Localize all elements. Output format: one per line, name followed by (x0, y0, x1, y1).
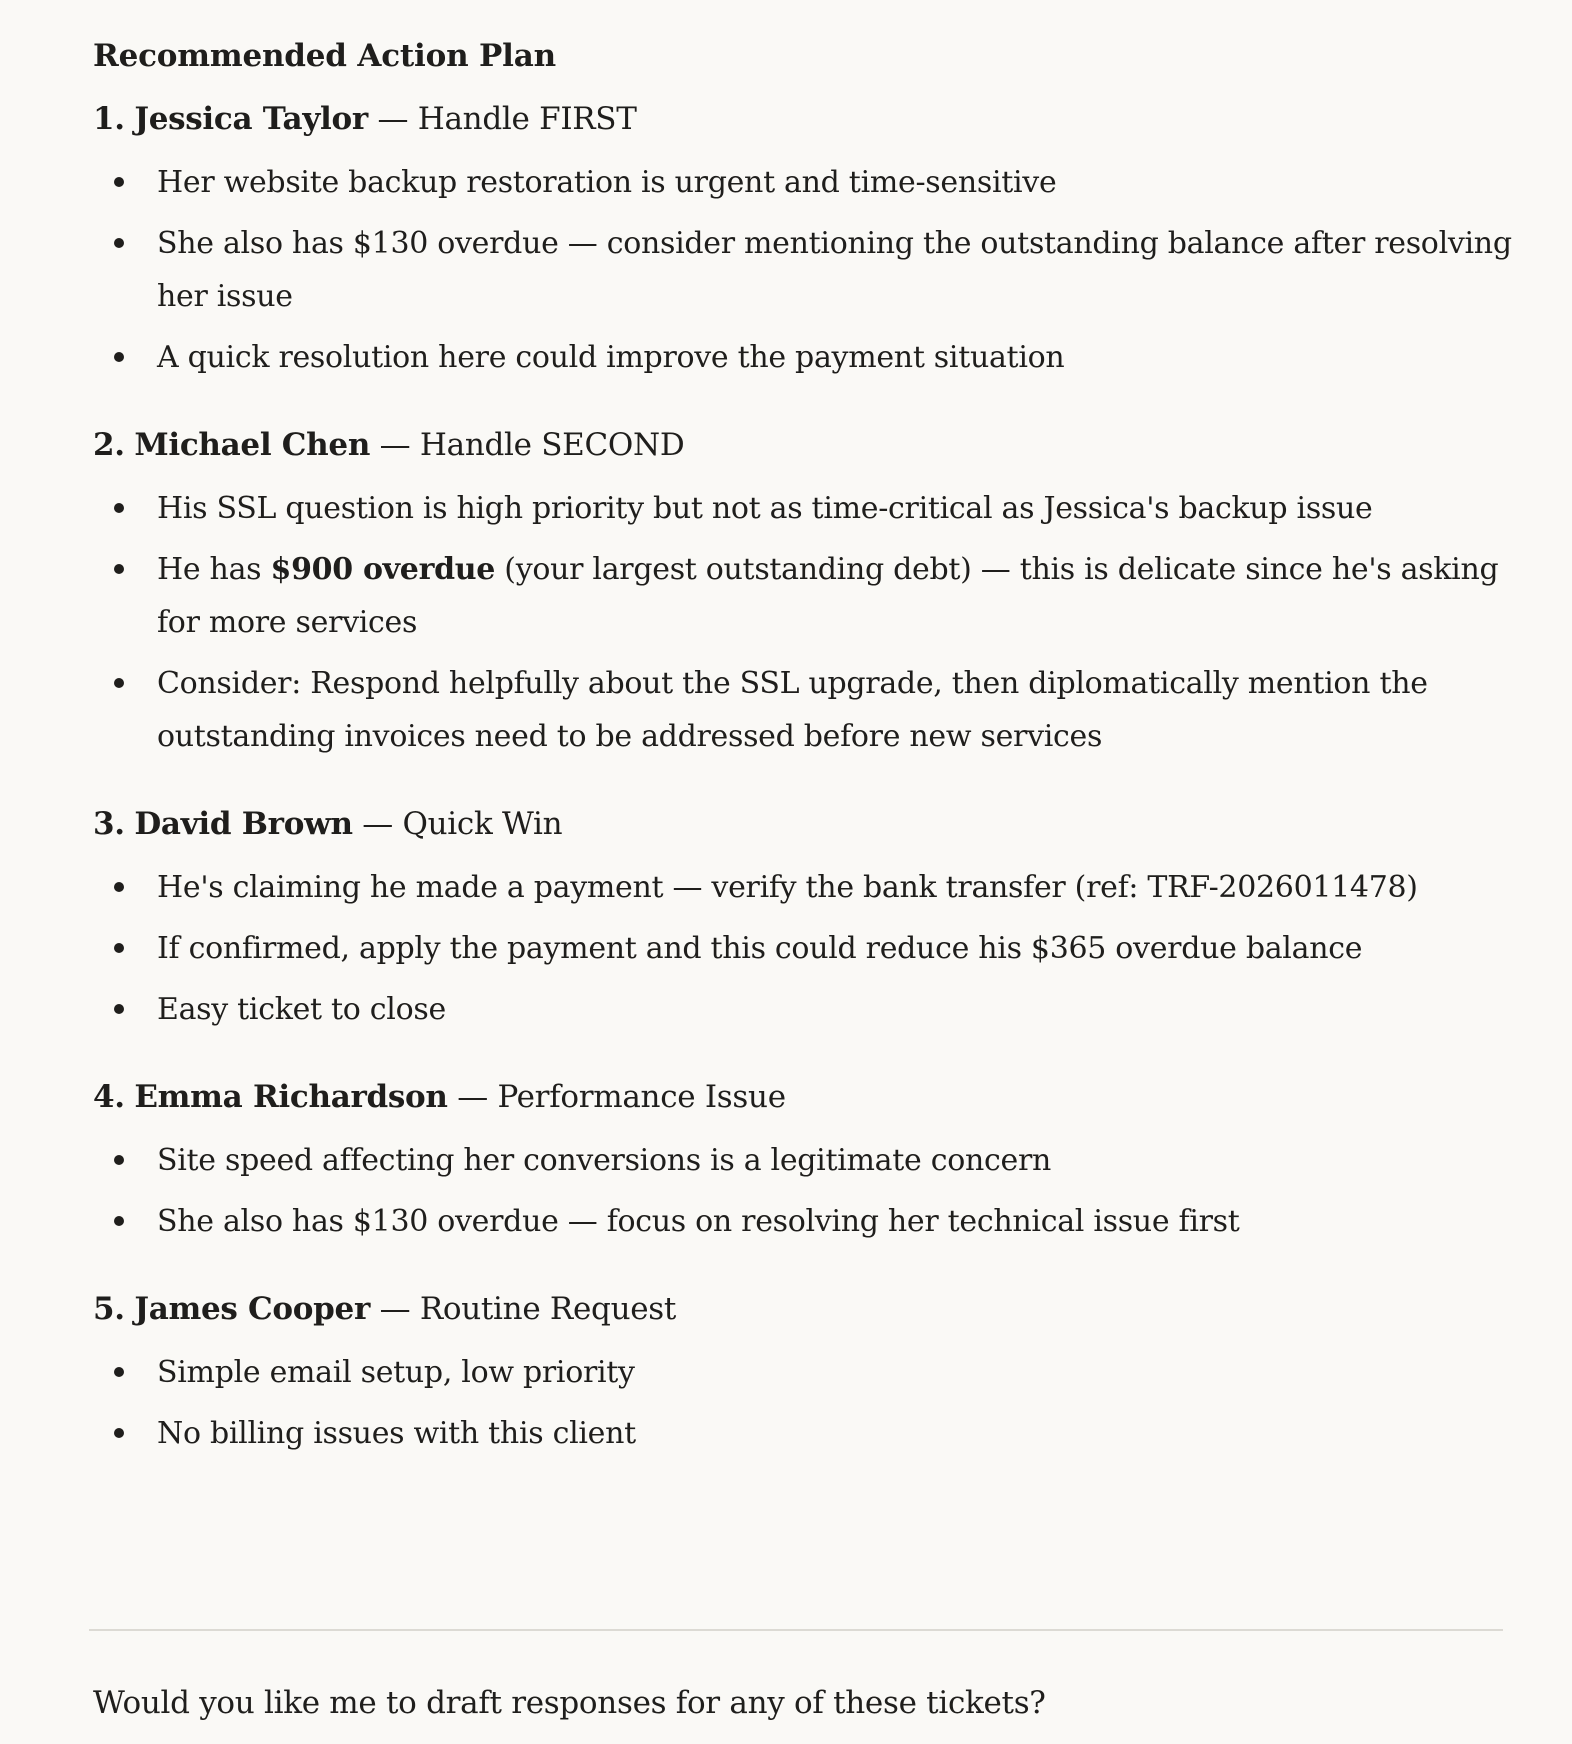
bullet-dot-icon (114, 503, 124, 513)
ticket-title (93, 795, 1513, 853)
ticket-section-3 (93, 795, 1513, 1036)
client-name: David Brown (134, 806, 353, 842)
ticket-number: 1. (93, 101, 125, 137)
bullet-dot-icon (114, 352, 124, 362)
bullet-item (93, 922, 1513, 975)
ticket-section-2 (93, 416, 1513, 763)
bullet-text: A quick resolution here could improve the payment situation (157, 340, 1065, 375)
bullet-item (93, 482, 1513, 535)
bullet-dot-icon (114, 1367, 124, 1377)
ticket-title (93, 1068, 1513, 1126)
bullet-item (93, 861, 1513, 914)
title-separator: — (370, 427, 420, 463)
ticket-number: 3. (93, 806, 125, 842)
client-name: Jessica Taylor (134, 101, 368, 137)
title-separator: — (447, 1079, 498, 1115)
bullet-item (93, 331, 1513, 384)
bullet-text: Site speed affecting her conversions is a legitimate concern (157, 1143, 1052, 1178)
bullet-text: She also has $130 overdue — focus on resolving her technical issue first (157, 1204, 1240, 1239)
bullet-list (93, 1346, 1513, 1460)
bullet-item (93, 156, 1513, 209)
bullet-list (93, 482, 1513, 763)
title-separator: — (370, 1291, 420, 1327)
bullet-text: She also has $130 overdue — consider mentioning the outstanding balance after resolving her issue (157, 226, 1512, 314)
bullet-list (93, 156, 1513, 384)
bullet-item (93, 1346, 1513, 1399)
bullet-dot-icon (114, 1155, 124, 1165)
client-name: Michael Chen (134, 427, 371, 463)
bullet-dot-icon (114, 678, 124, 688)
title-separator: — (352, 806, 403, 842)
bullet-item (93, 983, 1513, 1036)
bullet-item (93, 217, 1513, 323)
bullet-list (93, 1134, 1513, 1248)
bullet-text-continued: (your largest outstanding debt) — this is delicate since he's asking for more services (157, 552, 1499, 640)
priority-label: Handle SECOND (419, 427, 685, 463)
bullet-item (93, 543, 1513, 649)
bullet-list (93, 861, 1513, 1036)
ticket-title (93, 90, 1513, 148)
title-separator: — (367, 101, 418, 137)
bullet-text: Simple email setup, low priority (157, 1355, 635, 1390)
action-plan-heading: Recommended Action Plan (93, 38, 556, 74)
bullet-text: Easy ticket to close (157, 992, 446, 1027)
client-name: James Cooper (134, 1291, 371, 1327)
bullet-text: Her website backup restoration is urgent and time-sensitive (157, 165, 1057, 200)
chat-response-content (93, 30, 1513, 1492)
bullet-bold-text: $900 overdue (270, 552, 496, 587)
ticket-number: 4. (93, 1079, 125, 1115)
bullet-item (93, 657, 1513, 763)
ticket-number: 2. (93, 427, 125, 463)
bullet-dot-icon (114, 1004, 124, 1014)
ticket-title (93, 1280, 1513, 1338)
client-name: Emma Richardson (134, 1079, 448, 1115)
priority-label: Performance Issue (497, 1079, 786, 1115)
priority-label: Handle FIRST (417, 101, 637, 137)
closing-question: Would you like me to draft responses for any of these tickets? (93, 1685, 1046, 1721)
bullet-dot-icon (114, 177, 124, 187)
bullet-dot-icon (114, 882, 124, 892)
ticket-section-4 (93, 1068, 1513, 1248)
ticket-number: 5. (93, 1291, 125, 1327)
bullet-item (93, 1134, 1513, 1187)
bullet-text: If confirmed, apply the payment and this could reduce his $365 overdue balance (157, 931, 1363, 966)
horizontal-divider (89, 1629, 1503, 1631)
bullet-item (93, 1407, 1513, 1460)
bullet-dot-icon (114, 238, 124, 248)
bullet-dot-icon (114, 564, 124, 574)
ticket-title (93, 416, 1513, 474)
bullet-text: His SSL question is high priority but not as time-critical as Jessica's backup issue (157, 491, 1373, 526)
ticket-section-5 (93, 1280, 1513, 1460)
bullet-item (93, 1195, 1513, 1248)
bullet-text: No billing issues with this client (157, 1416, 636, 1451)
priority-label: Routine Request (419, 1291, 677, 1327)
bullet-text: He's claiming he made a payment — verify the bank transfer (ref: TRF-2026011478) (157, 870, 1418, 905)
priority-label: Quick Win (402, 806, 563, 842)
bullet-text: Consider: Respond helpfully about the SSL upgrade, then diplomatically mention the outstanding invoices need to be addressed before new services (157, 666, 1428, 754)
bullet-dot-icon (114, 1428, 124, 1438)
bullet-dot-icon (114, 1216, 124, 1226)
ticket-section-1 (93, 90, 1513, 384)
ticket-list (93, 90, 1513, 1460)
bullet-text: He has (157, 552, 271, 587)
bullet-dot-icon (114, 943, 124, 953)
